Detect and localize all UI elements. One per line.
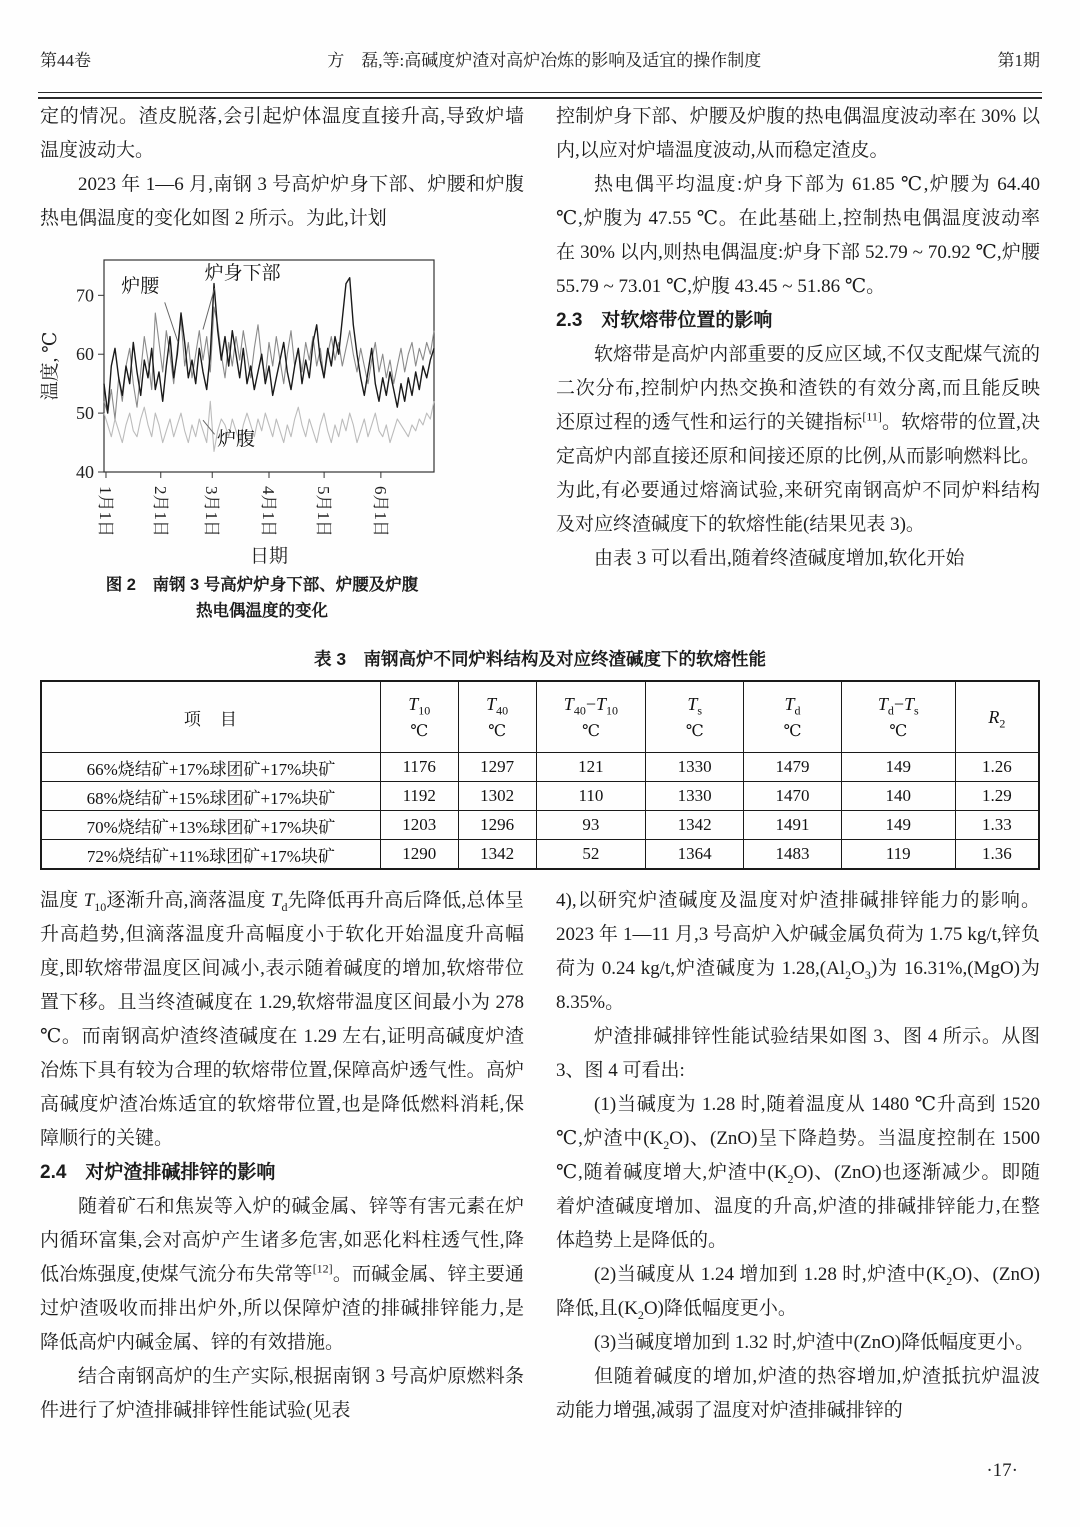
page-number: ·17· bbox=[986, 1460, 1018, 1481]
paragraph: 控制炉身下部、炉腰及炉腹的热电偶温度波动率在 30% 以内,以应对炉墙温度波动,从而稳定渣皮。 bbox=[556, 106, 1040, 161]
svg-text:炉腰: 炉腰 bbox=[121, 275, 160, 297]
table-cell: 1342 bbox=[646, 811, 744, 840]
svg-text:3月1日: 3月1日 bbox=[202, 486, 222, 537]
table-cell: 1483 bbox=[744, 840, 842, 870]
table-header-cell: $T_d-T_s$ ℃ bbox=[841, 681, 955, 753]
svg-text:1月1日: 1月1日 bbox=[95, 486, 115, 537]
table-cell: 110 bbox=[536, 782, 646, 811]
table-header-cell: 项 目 bbox=[41, 681, 380, 753]
table-cell: 1192 bbox=[380, 782, 458, 811]
svg-text:5月1日: 5月1日 bbox=[314, 486, 334, 537]
table-cell: 1290 bbox=[380, 840, 458, 870]
table-cell: 70%烧结矿+13%球团矿+17%块矿 bbox=[41, 811, 380, 840]
table-cell: 1296 bbox=[458, 811, 536, 840]
table-cell: 149 bbox=[841, 753, 955, 782]
table-row bbox=[41, 782, 1039, 811]
table-header-cell: $T_{40}$ ℃ bbox=[458, 681, 536, 753]
table-cell: 1330 bbox=[646, 753, 744, 782]
table-cell: 121 bbox=[536, 753, 646, 782]
svg-text:50: 50 bbox=[76, 403, 94, 424]
table-cell: 93 bbox=[536, 811, 646, 840]
svg-text:炉身下部: 炉身下部 bbox=[204, 262, 281, 284]
x-axis-label: 日期 bbox=[249, 546, 289, 567]
left-top-column bbox=[40, 100, 524, 626]
table-cell: 149 bbox=[841, 811, 955, 840]
header-volume: 第44卷 bbox=[40, 51, 91, 70]
table-cell: 1470 bbox=[744, 782, 842, 811]
table-cell: 68%烧结矿+15%球团矿+17%块矿 bbox=[41, 782, 380, 811]
y-axis bbox=[76, 285, 104, 482]
svg-text:70: 70 bbox=[76, 285, 94, 306]
table-cell: 1491 bbox=[744, 811, 842, 840]
page-header bbox=[40, 46, 1040, 71]
table-header-cell: $T_{40}-T_{10}$ ℃ bbox=[536, 681, 646, 753]
figure2-caption-line2: 热电偶温度的变化 bbox=[196, 602, 328, 620]
left-bottom-column bbox=[40, 884, 524, 1428]
header-running-title: 方 磊,等:高碱度炉渣对高炉冶炼的影响及适宜的操作制度 bbox=[327, 51, 762, 70]
table-header-cell: $R_2$ bbox=[955, 681, 1039, 753]
table-header-row bbox=[41, 681, 1039, 753]
paragraph: 但随着碱度的增加,炉渣的热容增加,炉渣抵抗炉温波动能力增强,减弱了温度对炉渣排碱排锌的 bbox=[556, 1366, 1040, 1421]
table-cell: 1330 bbox=[646, 782, 744, 811]
table-cell: 1.26 bbox=[955, 753, 1039, 782]
table-cell: 1176 bbox=[380, 753, 458, 782]
table-row bbox=[41, 753, 1039, 782]
series-line bbox=[104, 401, 434, 451]
header-issue: 第1期 bbox=[997, 51, 1040, 70]
figure2 bbox=[40, 246, 484, 626]
table-header-cell: $T_d$ ℃ bbox=[744, 681, 842, 753]
table-cell: 1203 bbox=[380, 811, 458, 840]
paragraph: 2023 年 1—6 月,南钢 3 号高炉炉身下部、炉腰和炉腹热电偶温度的变化如图 2 所示。为此,计划 bbox=[40, 174, 524, 229]
paragraph: (1)当碱度为 1.28 时,随着温度从 1480 ℃升高到 1520 ℃,炉渣中$(K_2O)$、(ZnO)呈下降趋势。当温度控制在 1500 ℃,随着碱度增大,炉渣中$(K_2O)$、(ZnO)也逐渐减少。即随着炉渣碱度增加、温度的升高,炉渣的排碱排锌能力,在整体趋势上是降低的。 bbox=[556, 1094, 1040, 1251]
paragraph: 4),以研究炉渣碱度及温度对炉渣排碱排锌能力的影响。2023 年 1—11 月,3 号高炉入炉碱金属负荷为 1.75 kg/t,锌负荷为 0.24 kg/t,炉渣碱度为 $1.28,(Al_2O_3)$为 16.31%,(MgO)为 8.35%。 bbox=[556, 890, 1040, 1013]
table-cell: 1.33 bbox=[955, 811, 1039, 840]
figure2-chart bbox=[40, 246, 474, 568]
paragraph: 软熔带是高炉内部重要的反应区域,不仅支配煤气流的二次分布,控制炉内热交换和渣铁的有效分离,而且能反映还原过程的透气性和运行的关键指标[11]。软熔带的位置,决定高炉内部直接还原和间接还原的比例,从而影响燃料比。为此,有必要通过熔滴试验,来研究南钢高炉不同炉料结构及对应终渣碱度下的软熔性能(结果见表 3)。 bbox=[556, 344, 1040, 535]
svg-text:40: 40 bbox=[76, 462, 94, 482]
y-axis-label: 温度, ℃ bbox=[40, 331, 61, 401]
paragraph: (3)当碱度增加到 1.32 时,炉渣中(ZnO)降低幅度更小。 bbox=[594, 1332, 1035, 1353]
paragraph: 温度 $T_{10}$逐渐升高,滴落温度 $T_d$先降低再升高后降低,总体呈升高趋势,但滴落温度升高幅度小于软化开始温度升高幅度,即软熔带温度区间减小,表示随着碱度的增加,软熔带位置下移。且当终渣碱度在 1.29,软熔带温度区间最小为 278 ℃。而南钢高炉渣终渣碱度在 1.29 左右,证明高碱度炉渣冶炼下具有较为合理的软熔带位置,保障高炉透气性。高炉高碱度炉渣冶炼适宜的软熔带位置,也是降低燃料消耗,保障顺行的关键。 bbox=[40, 890, 524, 1149]
header-rule bbox=[38, 92, 1042, 99]
svg-text:4月1日: 4月1日 bbox=[259, 486, 278, 537]
paragraph: 结合南钢高炉的生产实际,根据南钢 3 号高炉原燃料条件进行了炉渣排碱排锌性能试验(见表 bbox=[40, 1366, 524, 1421]
svg-text:炉腹: 炉腹 bbox=[216, 428, 256, 450]
paragraph: 定的情况。渣皮脱落,会引起炉体温度直接升高,导致炉墙温度波动大。 bbox=[40, 106, 524, 161]
paragraph: 热电偶平均温度:炉身下部为 61.85 ℃,炉腰为 64.40 ℃,炉腹为 47.55 ℃。在此基础上,控制热电偶温度波动率在 30% 以内,则热电偶温度:炉身下部 52.79 ~ 70.92 ℃,炉腰 55.79 ~ 73.01 ℃,炉腹 43.45 ~ 51.86 ℃。 bbox=[556, 174, 1040, 297]
table-cell: 1297 bbox=[458, 753, 536, 782]
table-cell: 1.36 bbox=[955, 840, 1039, 870]
section-heading-2-3: 2.3 对软熔带位置的影响 bbox=[556, 310, 773, 331]
table3-title: 表 3 南钢高炉不同炉料结构及对应终渣碱度下的软熔性能 bbox=[313, 649, 767, 669]
table-cell: 1302 bbox=[458, 782, 536, 811]
table-cell: 1479 bbox=[744, 753, 842, 782]
section-heading-2-4: 2.4 对炉渣排碱排锌的影响 bbox=[40, 1162, 276, 1183]
table-header-cell: $T_{10}$ ℃ bbox=[380, 681, 458, 753]
x-axis bbox=[96, 472, 390, 537]
softening-performance-table bbox=[40, 680, 1040, 870]
paragraph: (2)当碱度从 1.24 增加到 1.28 时,炉渣中$(K_2O)$、(ZnO)降低,且$(K_2O)$降低幅度更小。 bbox=[556, 1264, 1040, 1322]
table-cell: 52 bbox=[536, 840, 646, 870]
paragraph: 由表 3 可以看出,随着终渣碱度增加,软化开始 bbox=[594, 548, 965, 569]
paragraph: 随着矿石和焦炭等入炉的碱金属、锌等有害元素在炉内循环富集,会对高炉产生诸多危害,如恶化料柱透气性,降低冶炼强度,使煤气流分布失常等[12]。而碱金属、锌主要通过炉渣吸收而排出炉外,所以保障炉渣的排碱排锌能力,是降低高炉内碱金属、锌的有效措施。 bbox=[40, 1196, 524, 1353]
svg-text:2月1日: 2月1日 bbox=[150, 486, 170, 537]
table-row bbox=[41, 840, 1039, 870]
table-cell: 1.29 bbox=[955, 782, 1039, 811]
svg-text:60: 60 bbox=[76, 344, 94, 365]
table-row bbox=[41, 811, 1039, 840]
right-bottom-column bbox=[556, 884, 1040, 1428]
table-cell: 66%烧结矿+17%球团矿+17%块矿 bbox=[41, 753, 380, 782]
table-header-cell: $T_s$ ℃ bbox=[646, 681, 744, 753]
figure2-caption-line1: 图 2 南钢 3 号高炉炉身下部、炉腰及炉腹 bbox=[105, 576, 419, 594]
right-top-column bbox=[556, 100, 1040, 576]
table-cell: 1342 bbox=[458, 840, 536, 870]
paragraph: 炉渣排碱排锌性能试验结果如图 3、图 4 所示。从图 3、图 4 可看出: bbox=[556, 1026, 1040, 1081]
table-cell: 1364 bbox=[646, 840, 744, 870]
table-cell: 119 bbox=[841, 840, 955, 870]
table-cell: 72%烧结矿+11%球团矿+17%块矿 bbox=[41, 840, 380, 870]
table3-block bbox=[40, 646, 1040, 870]
plot-series bbox=[104, 278, 434, 452]
svg-text:6月1日: 6月1日 bbox=[370, 486, 390, 537]
table-cell: 140 bbox=[841, 782, 955, 811]
